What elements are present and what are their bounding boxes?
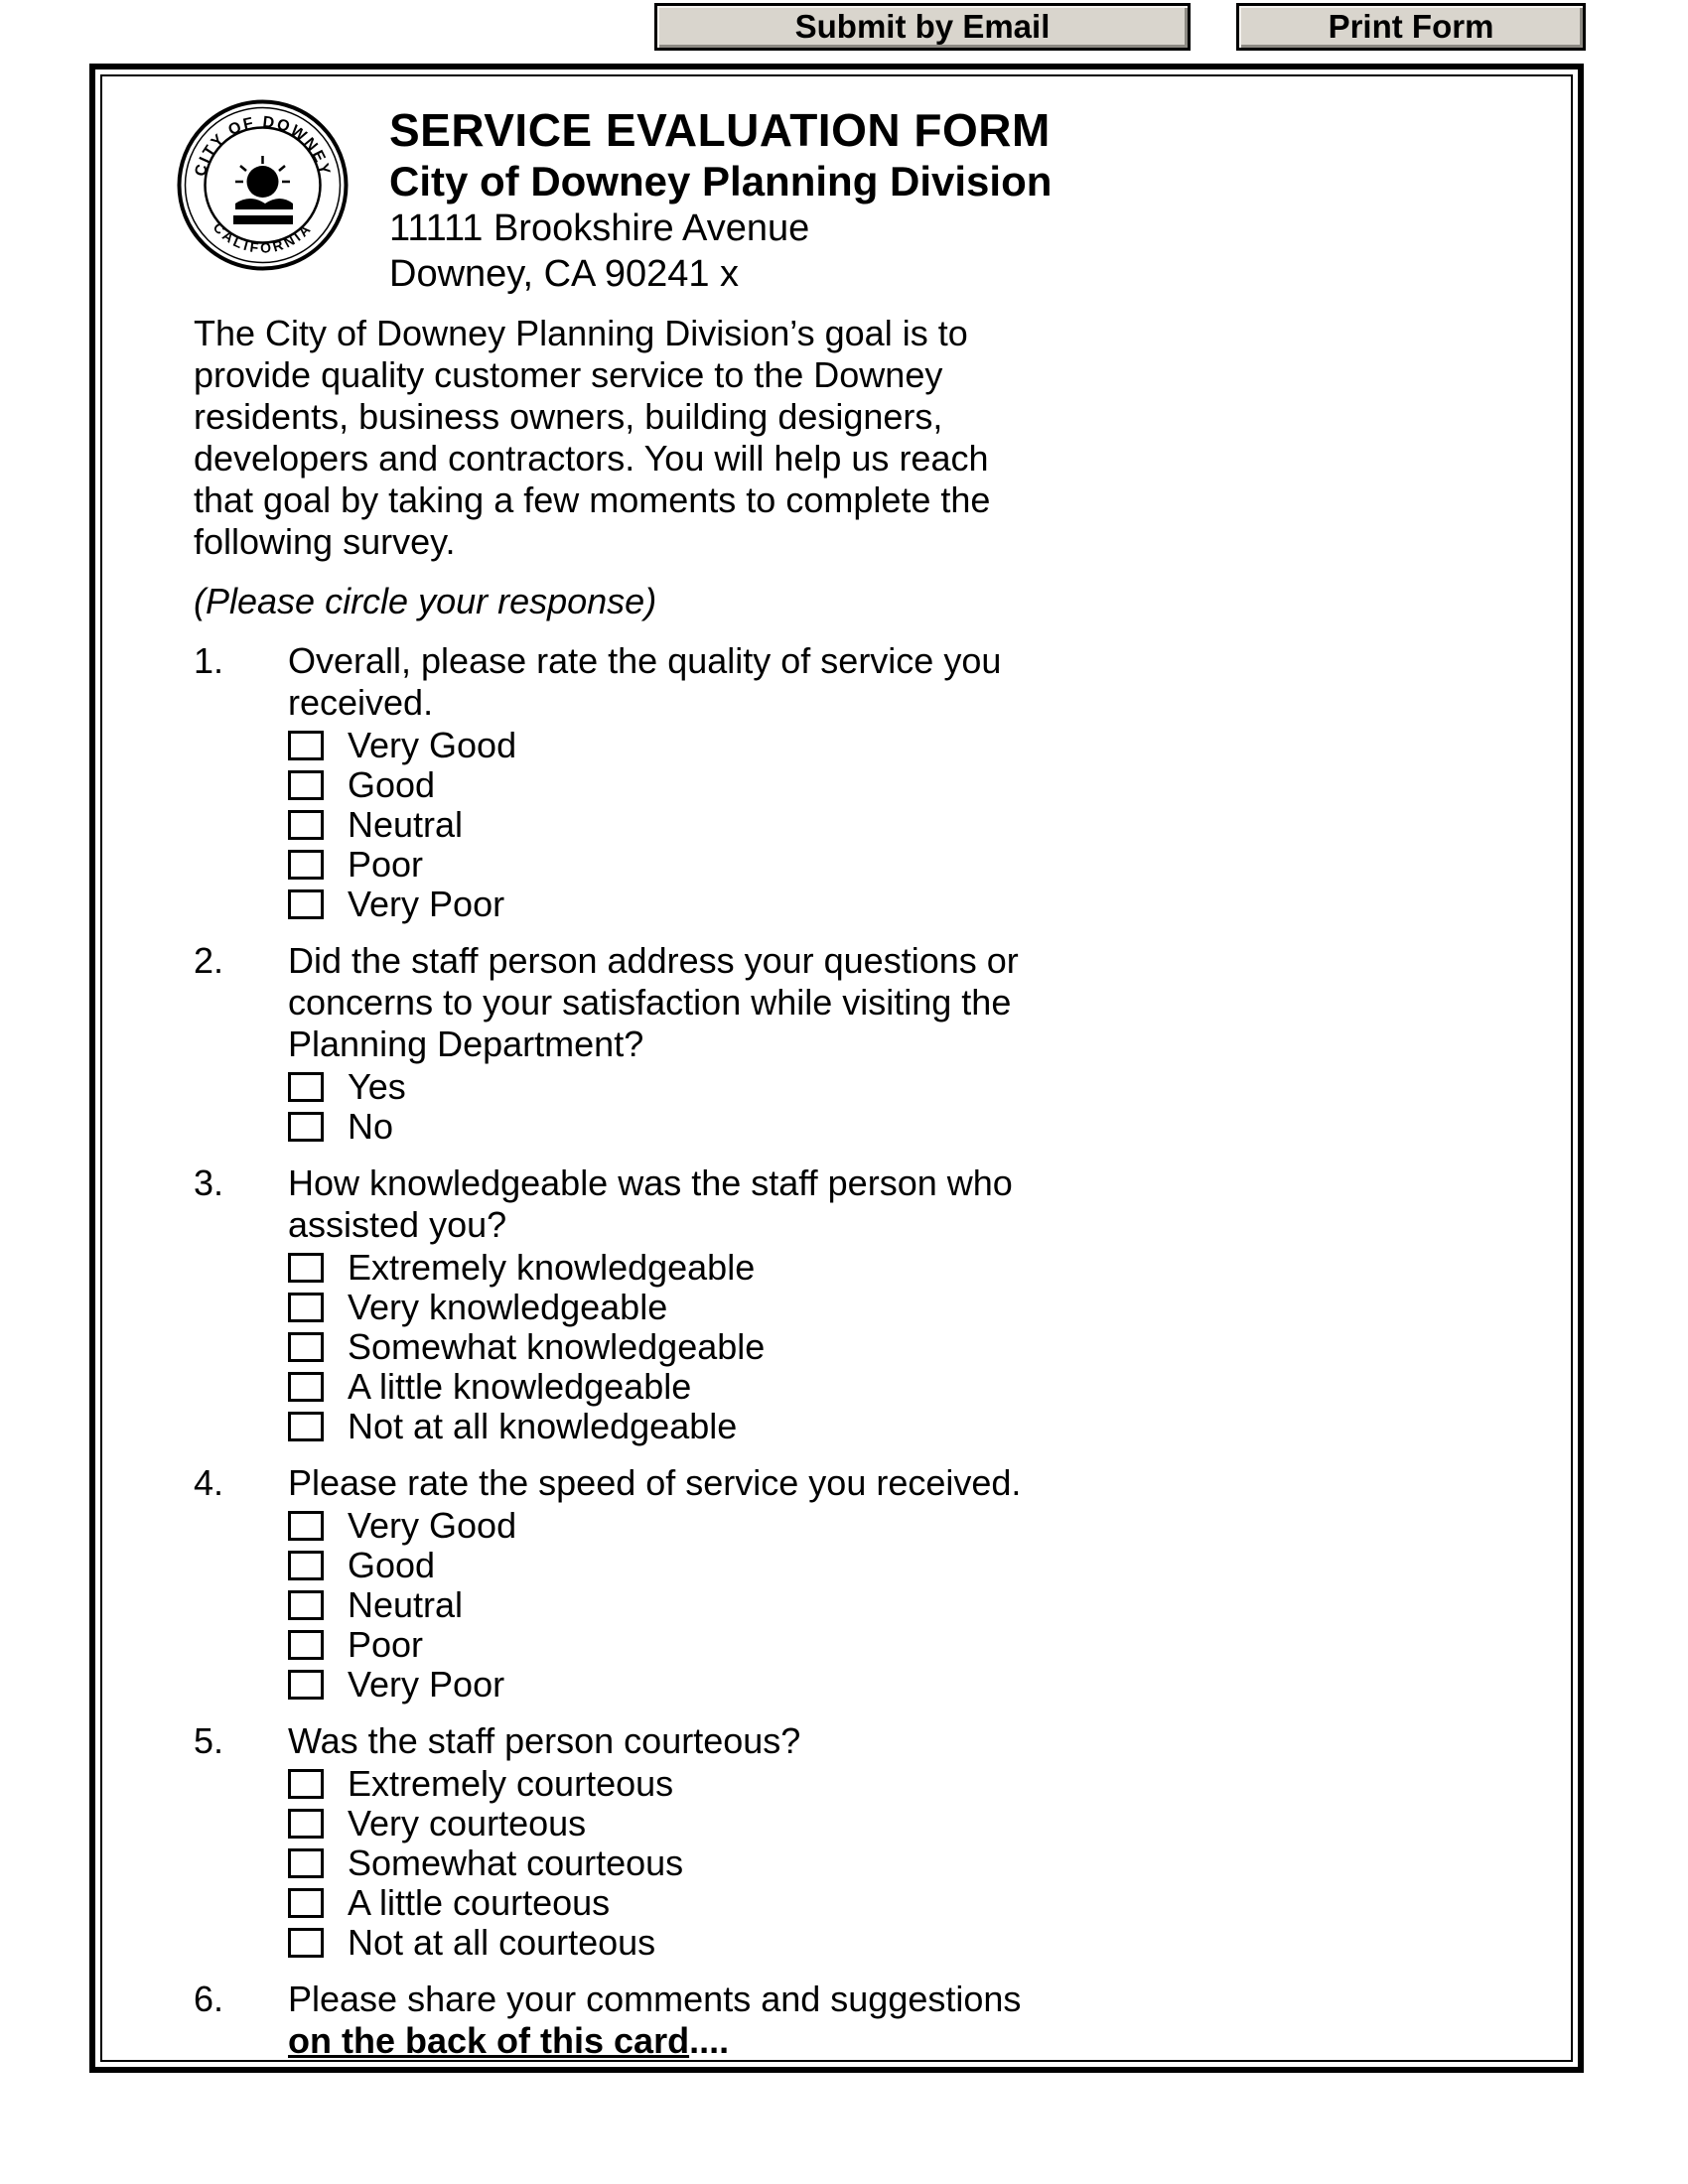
option-label: Very courteous bbox=[348, 1803, 587, 1844]
option-row bbox=[288, 1764, 1516, 1804]
question-3-number: 3. bbox=[194, 1162, 224, 1204]
intro-line: following survey. bbox=[194, 521, 456, 563]
option-row bbox=[288, 1665, 1516, 1705]
option-label: A little knowledgeable bbox=[348, 1366, 692, 1408]
question-3-line: How knowledgeable was the staff person who bbox=[288, 1162, 1013, 1204]
checkbox-q4-neutral[interactable] bbox=[288, 1590, 324, 1620]
intro-line: that goal by taking a few moments to complete the bbox=[194, 479, 991, 521]
question-1-options bbox=[288, 726, 1516, 924]
checkbox-q5-extremely-courteous[interactable] bbox=[288, 1769, 324, 1799]
option-row bbox=[288, 765, 1516, 805]
question-5 bbox=[194, 1720, 1516, 1963]
circle-response-instruction: (Please circle your response) bbox=[194, 581, 657, 622]
seal-sun-icon bbox=[247, 166, 279, 198]
form-subtitle: City of Downey Planning Division bbox=[389, 157, 1053, 205]
option-row bbox=[288, 1407, 1516, 1446]
form-header bbox=[194, 98, 1516, 297]
option-row bbox=[288, 1923, 1516, 1963]
checkbox-q1-very-poor[interactable] bbox=[288, 889, 324, 919]
checkbox-q3-somewhat-knowledgeable[interactable] bbox=[288, 1332, 324, 1362]
checkbox-q5-not-at-all-courteous[interactable] bbox=[288, 1928, 324, 1958]
option-row bbox=[288, 1804, 1516, 1843]
question-5-options bbox=[288, 1764, 1516, 1963]
option-label: Very Good bbox=[348, 725, 517, 766]
question-5-text bbox=[288, 1720, 1516, 1762]
question-5-line: Was the staff person courteous? bbox=[288, 1720, 801, 1762]
checkbox-q3-extremely-knowledgeable[interactable] bbox=[288, 1253, 324, 1283]
question-1-number: 1. bbox=[194, 640, 224, 682]
question-4-options bbox=[288, 1506, 1516, 1705]
checkbox-q3-not-at-all-knowledgeable[interactable] bbox=[288, 1412, 324, 1441]
seal-banner-icon bbox=[233, 215, 293, 224]
option-label: Very Good bbox=[348, 1505, 517, 1547]
option-label: Neutral bbox=[348, 804, 464, 846]
city-of-downey-seal-icon bbox=[176, 98, 350, 272]
address-line-1: 11111 Brookshire Avenue bbox=[389, 207, 810, 250]
option-label: Somewhat courteous bbox=[348, 1843, 684, 1884]
checkbox-q5-very-courteous[interactable] bbox=[288, 1809, 324, 1839]
option-row bbox=[288, 1067, 1516, 1107]
evaluation-form bbox=[100, 74, 1573, 2062]
seal-hills-icon bbox=[235, 199, 293, 209]
option-row bbox=[288, 726, 1516, 765]
option-label: Extremely courteous bbox=[348, 1763, 674, 1805]
option-label: Yes bbox=[348, 1066, 406, 1108]
question-3-line: assisted you? bbox=[288, 1204, 507, 1246]
question-4 bbox=[194, 1462, 1516, 1705]
option-row bbox=[288, 1585, 1516, 1625]
option-row bbox=[288, 885, 1516, 924]
option-label: Very Poor bbox=[348, 884, 505, 925]
checkbox-q4-very-good[interactable] bbox=[288, 1511, 324, 1541]
option-row bbox=[288, 1843, 1516, 1883]
checkbox-q1-neutral[interactable] bbox=[288, 810, 324, 840]
checkbox-q1-poor[interactable] bbox=[288, 850, 324, 880]
question-2-number: 2. bbox=[194, 940, 224, 982]
option-row bbox=[288, 1367, 1516, 1407]
checkbox-q4-very-poor[interactable] bbox=[288, 1670, 324, 1700]
question-4-number: 4. bbox=[194, 1462, 224, 1504]
checkbox-q5-a-little-courteous[interactable] bbox=[288, 1888, 324, 1918]
evaluation-form-frame bbox=[89, 64, 1584, 2073]
question-3 bbox=[194, 1162, 1516, 1446]
option-label: Not at all courteous bbox=[348, 1922, 656, 1964]
form-title: SERVICE EVALUATION FORM bbox=[389, 104, 1051, 156]
seal-top-text: CITY OF DOWNEY bbox=[192, 113, 334, 179]
checkbox-q1-very-good[interactable] bbox=[288, 731, 324, 760]
option-label: Poor bbox=[348, 844, 424, 886]
question-1-text bbox=[288, 640, 1516, 724]
intro-line: residents, business owners, building designers, bbox=[194, 396, 943, 438]
question-6-suffix: .... bbox=[689, 2020, 730, 2062]
back-of-card-emphasis: on the back of this card bbox=[288, 2020, 690, 2062]
intro-paragraph bbox=[194, 313, 1516, 563]
question-3-text bbox=[288, 1162, 1516, 1246]
intro-line: developers and contractors. You will help us reach bbox=[194, 438, 989, 479]
option-label: Neutral bbox=[348, 1584, 464, 1626]
option-label: Poor bbox=[348, 1624, 424, 1666]
option-label: Good bbox=[348, 764, 436, 806]
option-row bbox=[288, 1248, 1516, 1288]
intro-line: provide quality customer service to the Downey bbox=[194, 354, 943, 396]
option-label: Extremely knowledgeable bbox=[348, 1247, 756, 1289]
option-label: Very knowledgeable bbox=[348, 1287, 668, 1328]
option-row bbox=[288, 1625, 1516, 1665]
question-6-number: 6. bbox=[194, 1979, 224, 2020]
question-6-line bbox=[288, 2020, 1516, 2062]
option-row bbox=[288, 1506, 1516, 1546]
question-2-options bbox=[288, 1067, 1516, 1147]
header-text bbox=[389, 98, 1052, 297]
option-row bbox=[288, 1288, 1516, 1327]
option-label: A little courteous bbox=[348, 1882, 611, 1924]
question-1-line: received. bbox=[288, 682, 434, 724]
option-label: Not at all knowledgeable bbox=[348, 1406, 738, 1447]
checkbox-q4-poor[interactable] bbox=[288, 1630, 324, 1660]
submit-by-email-button[interactable]: Submit by Email bbox=[654, 3, 1191, 51]
question-3-options bbox=[288, 1248, 1516, 1446]
checkbox-q2-no[interactable] bbox=[288, 1112, 324, 1142]
seal-bottom-text: CALIFORNIA bbox=[210, 218, 316, 256]
question-6 bbox=[194, 1979, 1516, 2062]
checkbox-q1-good[interactable] bbox=[288, 770, 324, 800]
svg-text:CALIFORNIA bbox=[211, 219, 316, 256]
question-6-text bbox=[288, 1979, 1516, 2062]
option-label: Good bbox=[348, 1545, 436, 1586]
address-line-2: Downey, CA 90241 x bbox=[389, 252, 740, 295]
checkbox-q5-somewhat-courteous[interactable] bbox=[288, 1848, 324, 1878]
checkbox-q2-yes[interactable] bbox=[288, 1072, 324, 1102]
option-row bbox=[288, 845, 1516, 885]
question-2-line: Did the staff person address your questions or bbox=[288, 940, 1019, 982]
option-label: No bbox=[348, 1106, 394, 1148]
checkbox-q3-a-little-knowledgeable[interactable] bbox=[288, 1372, 324, 1402]
option-label: Very Poor bbox=[348, 1664, 505, 1706]
question-2 bbox=[194, 940, 1516, 1147]
question-4-line: Please rate the speed of service you received. bbox=[288, 1462, 1022, 1504]
option-row bbox=[288, 1883, 1516, 1923]
checkbox-q4-good[interactable] bbox=[288, 1551, 324, 1580]
intro-line: The City of Downey Planning Division’s goal is to bbox=[194, 313, 968, 354]
question-1-line: Overall, please rate the quality of service you bbox=[288, 640, 1002, 682]
question-5-number: 5. bbox=[194, 1720, 224, 1762]
option-row bbox=[288, 1327, 1516, 1367]
option-row bbox=[288, 1107, 1516, 1147]
option-row bbox=[288, 805, 1516, 845]
option-row bbox=[288, 1546, 1516, 1585]
option-label: Somewhat knowledgeable bbox=[348, 1326, 766, 1368]
question-1 bbox=[194, 640, 1516, 924]
question-6-line: Please share your comments and suggestions bbox=[288, 1979, 1022, 2020]
checkbox-q3-very-knowledgeable[interactable] bbox=[288, 1293, 324, 1322]
question-2-text bbox=[288, 940, 1516, 1065]
question-4-text bbox=[288, 1462, 1516, 1504]
question-2-line: concerns to your satisfaction while visiting the bbox=[288, 982, 1012, 1024]
question-2-line: Planning Department? bbox=[288, 1024, 644, 1065]
print-form-button[interactable]: Print Form bbox=[1236, 3, 1586, 51]
